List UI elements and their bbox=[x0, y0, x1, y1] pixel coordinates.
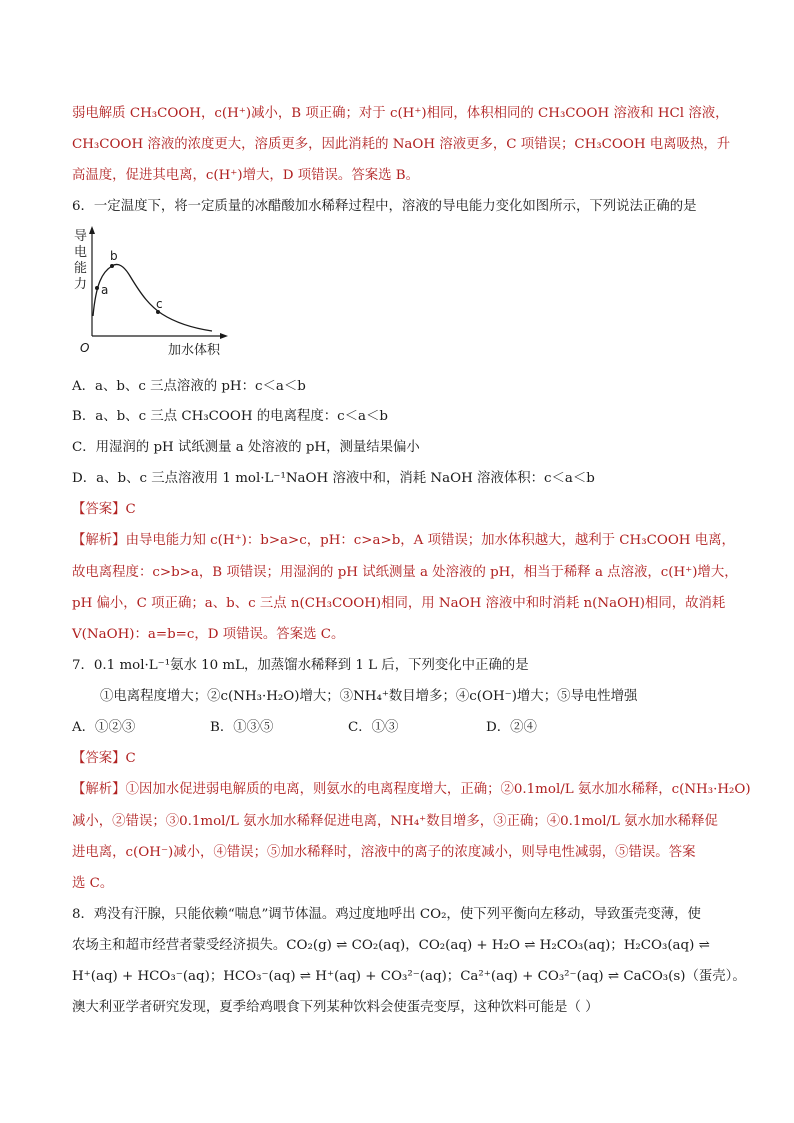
q7-analysis-line-2: 减小，②错误；③0.1mol/L 氨水加水稀释促进电离，NH₄⁺数目增多，③正确；④0.1mol/L 氨水加水稀释促 bbox=[72, 814, 718, 829]
q7-analysis-line-3: 进电离，c(OH⁻)减小，④错误；⑤加水稀释时，溶液中的离子的浓度减小，则导电性减弱，⑤错误。答案 bbox=[72, 845, 696, 860]
q8-line-4: 澳大利亚学者研究发现，夏季给鸡喂食下列某种饮料会使蛋壳变厚，这种饮料可能是（ ） bbox=[72, 1000, 599, 1015]
q7-analysis-text-1: ①因加水促进弱电解质的电离，则氨水的电离程度增大，正确；②0.1mol/L 氨水加水稀释，c(NH₃·H₂O) bbox=[125, 782, 751, 797]
point-b-label: b bbox=[110, 249, 118, 263]
ylabel-char-2: 电 bbox=[74, 245, 88, 260]
ylabel-char-1: 导 bbox=[74, 229, 88, 244]
q6-option-c: C．用湿润的 pH 试纸测量 a 处溶液的 pH，测量结果偏小 bbox=[72, 440, 420, 455]
conductivity-graph bbox=[72, 224, 242, 360]
y-axis-arrow bbox=[89, 226, 95, 234]
q7-option-a: A．①②③ bbox=[72, 720, 136, 735]
q7-analysis-tag: 【解析】 bbox=[72, 782, 126, 797]
q7-answer: 【答案】C bbox=[72, 751, 136, 766]
q7-option-b: B．①③⑤ bbox=[210, 720, 274, 735]
point-a-label: a bbox=[101, 283, 109, 297]
ylabel-char-4: 力 bbox=[74, 277, 88, 292]
q8-line-3: H⁺(aq) + HCO₃⁻(aq)；HCO₃⁻(aq) ⇌ H⁺(aq) + CO₃²⁻(aq)；Ca²⁺(aq) + CO₃²⁻(aq) ⇌ CaCO₃(s)（蛋壳）。 bbox=[72, 969, 746, 984]
q7-items: ①电离程度增大；②c(NH₃·H₂O)增大；③NH₄⁺数目增多；④c(OH⁻)增大；⑤导电性增强 bbox=[100, 689, 638, 704]
q7-option-d: D．②④ bbox=[486, 720, 537, 735]
q6-option-b: B．a、b、c 三点 CH₃COOH 的电离程度：c＜a＜b bbox=[72, 409, 388, 424]
q6-analysis-text-1: 由导电能力知 c(H⁺)：b>a>c，pH：c>a>b，A 项错误；加水体积越大，越利于 CH₃COOH 电离， bbox=[125, 533, 735, 548]
point-a-dot bbox=[95, 286, 99, 290]
q7-stem: 7．0.1 mol·L⁻¹氨水 10 mL，加蒸馏水稀释到 1 L 后，下列变化中正确的是 bbox=[72, 658, 529, 673]
point-c-label: c bbox=[156, 297, 163, 311]
ylabel-char-3: 能 bbox=[74, 261, 88, 276]
point-b-dot bbox=[110, 264, 114, 268]
q7-analysis-line-1 bbox=[72, 778, 751, 797]
q8-line-1: 8．鸡没有汗腺，只能依赖“喘息”调节体温。鸡过度地呼出 CO₂，使下列平衡向左移动，导致蛋壳变薄，使 bbox=[72, 907, 701, 922]
q6-analysis-line-1 bbox=[72, 529, 735, 548]
q6-answer: 【答案】C bbox=[72, 502, 136, 517]
prev-analysis-line-1: 弱电解质 CH₃COOH，c(H⁺)减小，B 项正确；对于 c(H⁺)相同，体积相同的 CH₃COOH 溶液和 HCl 溶液， bbox=[72, 106, 729, 121]
q7-option-c: C．①③ bbox=[348, 720, 399, 735]
q6-option-a: A．a、b、c 三点溶液的 pH：c＜a＜b bbox=[72, 379, 306, 394]
q7-analysis-line-4: 选 C。 bbox=[72, 876, 114, 891]
q6-option-d: D．a、b、c 三点溶液用 1 mol·L⁻¹NaOH 溶液中和，消耗 NaOH 溶液体积：c＜a＜b bbox=[72, 471, 595, 486]
x-axis-arrow bbox=[220, 333, 228, 339]
q6-analysis-line-3: pH 偏小，C 项正确；a、b、c 三点 n(CH₃COOH)相同，用 NaOH 溶液中和时消耗 n(NaOH)相同，故消耗 bbox=[72, 596, 726, 611]
q6-analysis-line-4: V(NaOH)：a=b=c，D 项错误。答案选 C。 bbox=[72, 627, 345, 642]
prev-analysis-line-2: CH₃COOH 溶液的浓度更大，溶质更多，因此消耗的 NaOH 溶液更多，C 项错误；CH₃COOH 电离吸热，升 bbox=[72, 137, 731, 152]
q8-line-2: 农场主和超市经营者蒙受经济损失。CO₂(g) ⇌ CO₂(aq)，CO₂(aq) + H₂O ⇌ H₂CO₃(aq)；H₂CO₃(aq) ⇌ bbox=[72, 938, 710, 953]
q6-stem: 6．一定温度下，将一定质量的冰醋酸加水稀释过程中，溶液的导电能力变化如图所示，下列说法正确的是 bbox=[72, 199, 697, 214]
q6-analysis-line-2: 故电离程度：c>b>a，B 项错误；用湿润的 pH 试纸测量 a 处溶液的 pH，相当于稀释 a 点溶液，c(H⁺)增大， bbox=[72, 565, 738, 580]
origin-label: O bbox=[80, 341, 90, 355]
prev-analysis-line-3: 高温度，促进其电离，c(H⁺)增大，D 项错误。答案选 B。 bbox=[72, 168, 419, 183]
conductivity-curve bbox=[93, 264, 212, 331]
xlabel: 加水体积 bbox=[168, 343, 221, 358]
q6-analysis-tag: 【解析】 bbox=[72, 533, 126, 548]
